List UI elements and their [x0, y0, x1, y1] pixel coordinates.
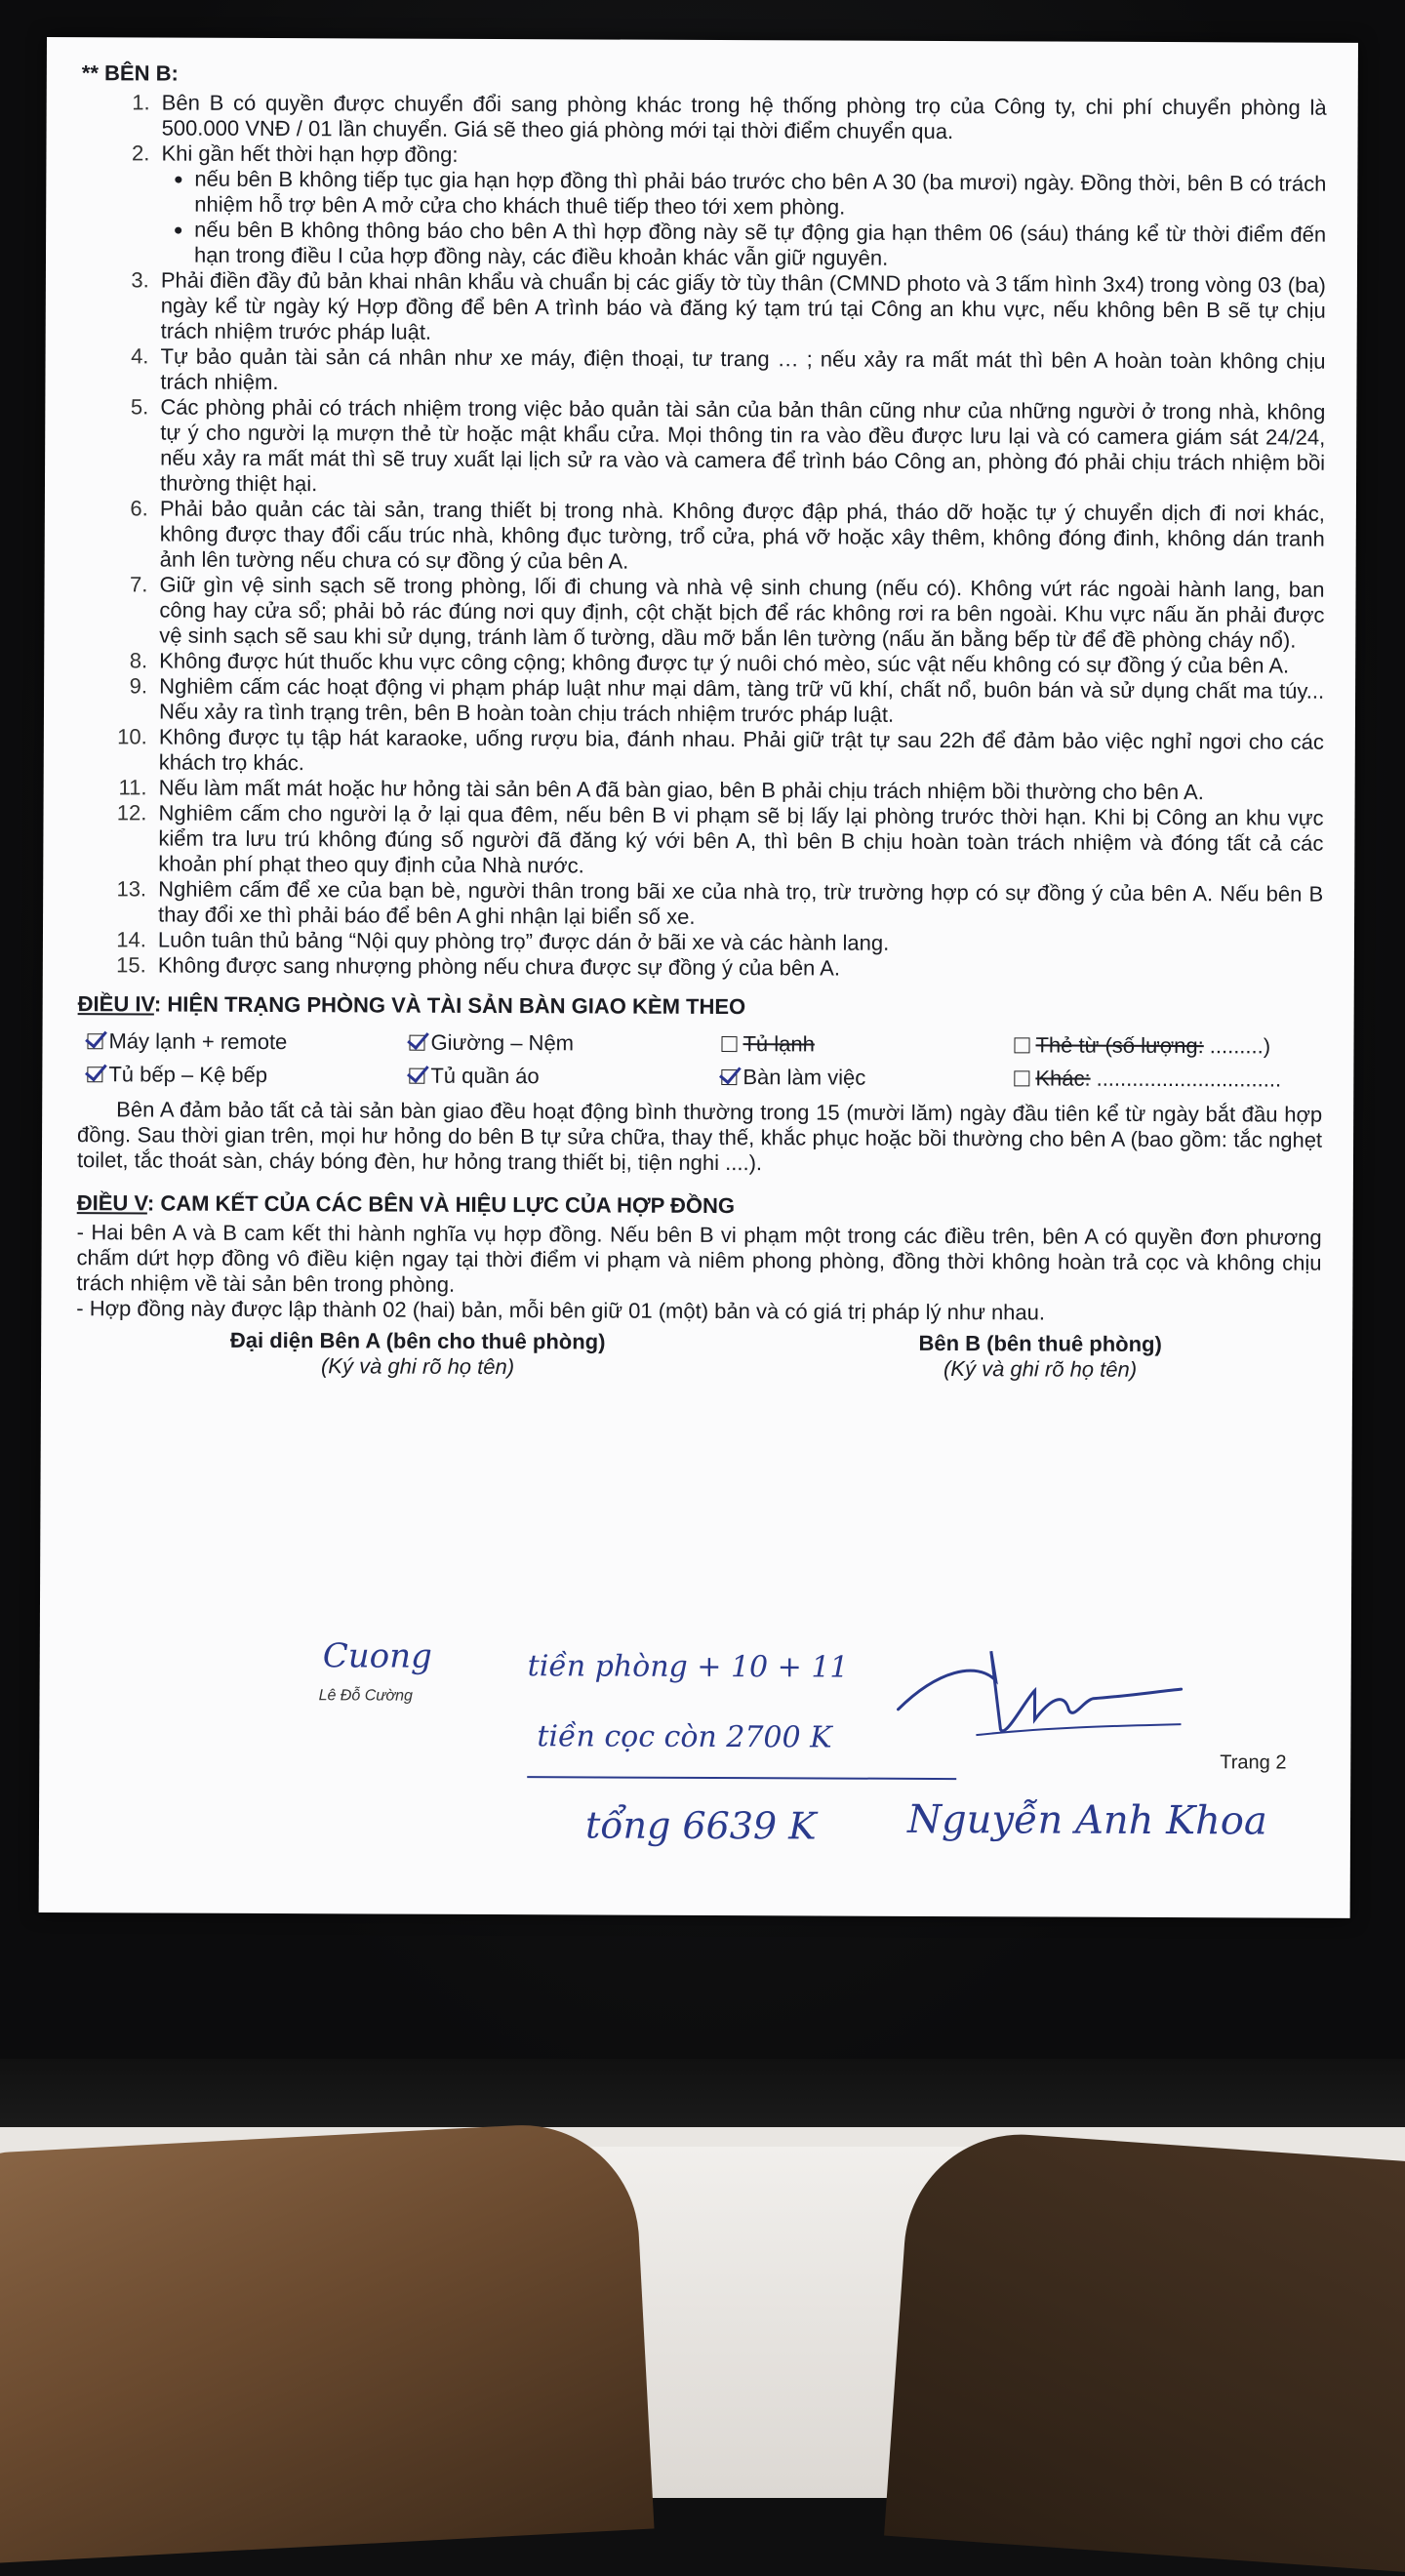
dieu-v-heading-text: : CAM KẾT CỦA CÁC BÊN VÀ HIỆU LỰC CỦA HỢP ĐỒNG — [146, 1190, 736, 1219]
rule-item — [153, 673, 1324, 729]
right-leg — [884, 2127, 1405, 2576]
dieu-iv-heading-label: ĐIỀU IV — [77, 991, 154, 1017]
page-number: Trang 2 — [1220, 1751, 1287, 1774]
rule-text: Giữ gìn vệ sinh sạch sẽ trong phòng, lối đi chung và nhà vệ sinh chung (nếu có). Không vứt rác ngoài hành lang, ban công hay cửa sổ; phải bỏ rác đúng nơi quy định, cột chặt bịch để rác không rơi ra bên ngoài. Khu vực nấu ăn phải được vệ sinh sạch sẽ sau khi sử dụng, tránh làm ố tường, dầu mỡ bắn lên tường (nấu ăn bằng bếp từ để đề phòng cháy nổ). — [159, 572, 1325, 653]
asset-item — [721, 1065, 1014, 1091]
rule-text: Không được tụ tập hát karaoke, uống rượu bia, đánh nhau. Phải giữ trật tự sau 22h để đảm bảo việc nghỉ ngơi cho các khách trọ khác. — [158, 724, 1324, 776]
rule-text: Bên B có quyền được chuyển đổi sang phòng khác trong hệ thống phòng trọ của Công ty, chi phí chuyển phòng là 500.000 VNĐ / 01 lần chuyển. Giá sẽ theo giá phòng mới tại thời điểm chuyển qua. — [161, 90, 1327, 144]
asset-item — [1014, 1032, 1332, 1059]
rule-item — [156, 90, 1327, 145]
empty-box-icon — [1014, 1037, 1029, 1053]
rule-item — [154, 496, 1325, 577]
checked-box-icon — [409, 1068, 424, 1084]
asset-item — [87, 1028, 409, 1055]
party-a-hint: (Ký và ghi rõ họ tên) — [320, 1353, 515, 1380]
empty-box-icon — [721, 1036, 737, 1052]
party-b-handwritten-name: Nguyễn Anh Khoa — [906, 1796, 1267, 1844]
checked-box-icon — [721, 1069, 737, 1085]
asset-item-label: Khác: — [1035, 1066, 1091, 1091]
asset-item-suffix: .........) — [1209, 1033, 1271, 1059]
rule-text: Nếu làm mất mát hoặc hư hỏng tài sản bên A đã bàn giao, bên B phải chịu trách nhiệm bồi thường cho bên A. — [158, 775, 1204, 805]
checked-box-icon — [87, 1067, 102, 1082]
party-b-hint: (Ký và ghi rõ họ tên) — [943, 1356, 1138, 1382]
asset-item-label: Giường – Nệm — [430, 1029, 575, 1056]
asset-item — [409, 1030, 721, 1057]
asset-item-label: Bàn làm việc — [743, 1065, 866, 1090]
handwritten-note-total: tổng 6639 K — [584, 1803, 817, 1848]
handwritten-underline — [527, 1776, 956, 1780]
rule-text: Không được sang nhượng phòng nếu chưa được sự đồng ý của bên A. — [157, 952, 841, 981]
dieu-v-line-2: - Hợp đồng này được lập thành 02 (hai) bản, mỗi bên giữ 01 (một) bản và có giá trị pháp lý như nhau. — [76, 1296, 1046, 1325]
rule-text: Luôn tuân thủ bảng “Nội quy phòng trọ” được dán ở bãi xe và các hành lang. — [157, 927, 890, 955]
rule-bullet: • nếu bên B không tiếp tục gia hạn hợp đồng thì phải báo trước cho bên A 30 (ba mươi) ngày. Đồng thời, bên B có trách nhiệm hỗ trợ bên A mở cửa cho khách thuê tiếp theo tới xem phòng. — [194, 167, 1326, 222]
asset-item-label: Tủ quần áo — [430, 1063, 540, 1089]
rule-text: Nghiêm cấm các hoạt động vi phạm pháp luật như mại dâm, tàng trữ vũ khí, chất nổ, buôn bán và sử dụng chất ma túy... Nếu xảy ra tình trạng trên, bên B hoàn toàn chịu trách nhiệm trước pháp luật. — [158, 673, 1325, 727]
rule-item — [155, 141, 1327, 272]
rule-item — [155, 267, 1326, 348]
dieu-iv-heading-text: : HIỆN TRẠNG PHÒNG VÀ TÀI SẢN BÀN GIAO KÈM THEO — [153, 991, 746, 1020]
rule-item — [154, 394, 1325, 501]
rule-text: Không được hút thuốc khu vực công cộng; không được tự ý nuôi chó mèo, súc vật nếu không có sự đồng ý của bên A. — [159, 648, 1290, 678]
asset-item-suffix: ............................... — [1096, 1066, 1282, 1092]
rule-text: Phải điền đầy đủ bản khai nhân khẩu và chuẩn bị các giấy tờ tùy thân (CMND photo và 3 tấm hình 3x4) trong vòng 03 (ba) ngày kể từ ngày ký Hợp đồng để bên A trình báo và đăng ký tạm trú tại Công an khu vực, nếu không bên B sẽ tự chịu trách nhiệm trước pháp luật. — [160, 267, 1326, 344]
dieu-iv-paragraph: Bên A đảm bảo tất cả tài sản bàn giao đều hoạt động bình thường trong 15 (mười lăm) ngày đầu tiên kể từ ngày bắt đầu hợp đồng. Sau thời gian trên, mọi hư hỏng do bên B tự sửa chữa, thay thế, khắc phục hoặc bồi thường cho bên A (bao gồm: tắc nghẹt toilet, tắc thoát sàn, cháy bóng đèn, hư hỏng trang thiết bị, tiện nghi ....). — [76, 1097, 1323, 1176]
asset-item — [1014, 1066, 1332, 1092]
asset-item — [721, 1031, 1014, 1058]
asset-item-label: Máy lạnh + remote — [108, 1028, 288, 1055]
party-b-signature — [878, 1641, 1190, 1750]
rule-text: Các phòng phải có trách nhiệm trong việc bảo quản tài sản của bản thân cũng như của những người ở trong nhà, không tự ý cho người lạ mượn thẻ từ hoặc mật khẩu cửa. Mọi thông tin ra vào đều được lưu lại và có camera giám sát 24/24, nếu xảy ra mất mát thì sẽ truy xuất lại lịch sử ra vào và camera để trình báo Công an, phòng đó phải chịu trách nhiệm bồi thường thiệt hại. — [159, 394, 1326, 497]
rule-item — [152, 800, 1323, 881]
asset-item-label: Thẻ từ (số lượng: — [1035, 1032, 1204, 1059]
asset-item-label: Tủ bếp – Kệ bếp — [108, 1062, 268, 1087]
ben-b-heading — [82, 60, 1327, 92]
dieu-v-line-1: - Hai bên A và B cam kết thi hành nghĩa vụ hợp đồng. Nếu bên B vi phạm một trong các điều trên, bên A có quyền đơn phương chấm dứt hợp đồng vô điều kiện ngay tại thời điểm vi phạm và niêm phong phòng, đồng thời không hoàn trả cọc và không chịu trách nhiệm về tài sản bên trong phòng. — [76, 1220, 1322, 1297]
ben-b-rules-list — [78, 90, 1327, 984]
rule-text: Khi gần hết thời hạn hợp đồng: — [161, 141, 459, 167]
party-a-signature: Cuong — [322, 1636, 432, 1676]
party-a-role: Đại diện Bên A (bên cho thuê phòng) — [229, 1327, 606, 1354]
ben-b-heading-text: ** BÊN B: — [81, 60, 179, 86]
dieu-iv-heading — [78, 991, 1323, 1023]
rule-sub-bullets — [161, 167, 1326, 273]
asset-item — [409, 1064, 721, 1090]
rule-item — [153, 572, 1324, 653]
party-a-printed-name: Lê Đỗ Cường — [318, 1687, 413, 1705]
signature-headings — [76, 1327, 1321, 1384]
dieu-v-heading-label: ĐIỀU V — [76, 1190, 147, 1216]
asset-item-label: Tủ lạnh — [743, 1031, 815, 1057]
rule-item — [152, 952, 1323, 983]
rule-text: Phải bảo quản các tài sản, trang thiết bị trong nhà. Không được đập phá, tháo dỡ hoặc tự ý chuyển dịch đi nơi khác, không được thay đổi cấu trúc nhà, không đục tường, trổ cửa, phá vỡ hoặc xây thêm, không đóng đinh, không dán tranh ảnh lên tường nếu chưa có sự đồng ý của bên A. — [159, 496, 1325, 574]
rule-bullet: • nếu bên B không thông báo cho bên A thì hợp đồng này sẽ tự động gia hạn thêm 06 (sáu) tháng kể từ thời điểm đến hạn trong điều I của hợp đồng này, các điều khoản khác vẫn giữ nguyên. — [194, 218, 1326, 273]
handwritten-note-room-fee: tiền phòng + 10 + 11 — [527, 1649, 849, 1685]
contract-page — [39, 37, 1358, 1918]
party-b-role: Bên B (bên thuê phòng) — [918, 1330, 1162, 1356]
rule-item — [154, 343, 1325, 399]
rule-item — [153, 724, 1324, 780]
checked-box-icon — [87, 1033, 102, 1049]
rule-item — [152, 876, 1323, 932]
rule-text: Nghiêm cấm cho người lạ ở lại qua đêm, nếu bên B vi phạm sẽ bị lấy lại phòng trước thời hạn. Khi bị Công an khu vực kiểm tra lưu trú không đúng số người đã đăng ký với bên A, thì bên B chịu hoàn toàn trách nhiệm và đóng tất cả các khoản phí phạt theo quy định của Nhà nước. — [158, 800, 1324, 878]
rule-text: Tự bảo quản tài sản cá nhân như xe máy, điện thoại, tư trang … ; nếu xảy ra mất mát thì bên A hoàn toàn không chịu trách nhiệm. — [160, 343, 1326, 395]
page-content — [76, 60, 1327, 1384]
checked-box-icon — [409, 1035, 424, 1051]
empty-box-icon — [1014, 1070, 1029, 1086]
rule-text: Nghiêm cấm để xe của bạn bè, người thân trong bãi xe của nhà trọ, trừ trường hợp có sự đồng ý của bên A. Nếu bên B thay đổi xe thì phải báo để bên A ghi nhận lại biển số xe. — [158, 876, 1324, 929]
dieu-v-heading — [77, 1190, 1322, 1222]
handwritten-note-deposit: tiền cọc còn 2700 K — [537, 1719, 832, 1755]
asset-item — [87, 1062, 409, 1088]
asset-checklist — [87, 1028, 1322, 1093]
